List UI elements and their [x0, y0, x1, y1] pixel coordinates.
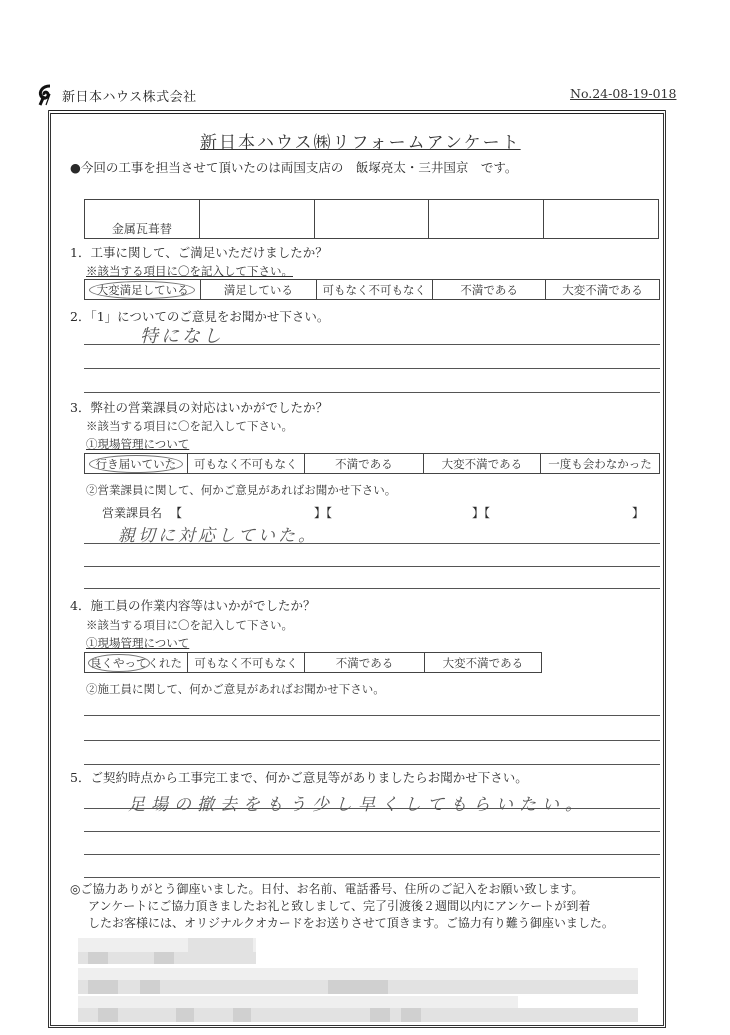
answer-line — [84, 831, 660, 832]
work-item-cell — [429, 200, 544, 239]
work-item-cell — [544, 200, 659, 239]
q1-question: 1．工事に関して、ご満足いただけましたか？ — [70, 245, 328, 260]
q3-sub1-label: ①現場管理について — [86, 437, 190, 451]
answer-line — [84, 566, 660, 567]
q3-option-never-met[interactable]: 一度も会わなかった — [540, 454, 659, 474]
q1-option-very-satisfied[interactable]: 大変満足している — [85, 280, 201, 300]
q4-option-dissatisfied[interactable]: 不満である — [305, 653, 424, 673]
q3-handwritten-answer: 親切に対応していた。 — [118, 526, 318, 546]
answer-line — [84, 392, 660, 393]
company-logo-icon — [36, 84, 58, 106]
answer-line — [84, 368, 660, 369]
q3-options — [84, 453, 660, 474]
q2-question: 2．「1」についてのご意見をお聞かせ下さい。 — [70, 309, 330, 324]
q4-option-good-work[interactable]: 良くやってくれた — [85, 653, 188, 673]
q1-option-dissatisfied[interactable]: 不満である — [433, 280, 546, 300]
q4-sub1-label: ①現場管理について — [86, 636, 190, 650]
q4-question: 4．施工員の作業内容等はいかがでしたか？ — [70, 598, 316, 613]
q4-option-very-dissatisfied[interactable]: 大変不満である — [424, 653, 541, 673]
q3-option-thorough[interactable]: 行き届いていた — [85, 454, 188, 474]
answer-line — [84, 877, 660, 878]
answer-line — [84, 588, 660, 589]
q4-option-neutral[interactable]: 可もなく不可もなく — [188, 653, 305, 673]
q3-instruction: ※該当する項目に〇を記入して下さい。 — [86, 419, 293, 433]
staff-name-label: 営業課員名 — [102, 506, 163, 520]
closing-line-3: したお客様には、オリジナルクオカードをお送りさせて頂きます。ご協力有り難う御座いました。 — [88, 916, 614, 930]
q3-option-very-dissatisfied[interactable]: 大変不満である — [423, 454, 540, 474]
survey-intro: ●今回の工事を担当させて頂いたのは両国支店の 飯塚亮太・三井国京 です。 — [70, 160, 518, 175]
q1-option-very-dissatisfied[interactable]: 大変不満である — [546, 280, 660, 300]
q4-instruction: ※該当する項目に〇を記入して下さい。 — [86, 618, 293, 632]
q5-question: 5．ご契約時点から工事完工まで、何かご意見等がありましたらお聞かせ下さい。 — [70, 770, 528, 785]
q1-options — [84, 279, 660, 300]
document-number: No.24-08-19-018 — [570, 86, 677, 101]
work-item-cell — [199, 200, 314, 239]
work-item-cell — [314, 200, 429, 239]
staff-name-row: 営業課員名 【 】【 】【 】 — [102, 506, 645, 520]
company-header — [36, 84, 197, 106]
company-name: 新日本ハウス株式会社 — [62, 89, 197, 105]
closing-line-1: ◎ご協力ありがとう御座いました。日付、お名前、電話番号、住所のご記入をお願い致します。 — [70, 882, 584, 896]
q1-instruction: ※該当する項目に〇を記入して下さい。 — [86, 264, 293, 278]
customer-info-redacted — [78, 938, 638, 1028]
work-item-cell: 金属瓦葺替 — [85, 200, 200, 239]
q3-sub2-label: ②営業課員に関して、何かご意見があればお聞かせ下さい。 — [86, 483, 397, 497]
q4-sub2-label: ②施工員に関して、何かご意見があればお聞かせ下さい。 — [86, 682, 385, 696]
q3-question: 3．弊社の営業課員の対応はいかがでしたか？ — [70, 400, 328, 415]
q2-handwritten-answer: 特になし — [140, 326, 224, 347]
answer-line — [84, 543, 660, 544]
q5-handwritten-answer: 足場の撤去をもう少し早くしてもらいたい。 — [128, 795, 588, 815]
work-items-table — [84, 199, 659, 239]
q3-option-dissatisfied[interactable]: 不満である — [304, 454, 423, 474]
closing-line-2: アンケートにご協力頂きましたお礼と致しまして、完了引渡後２週間以内にアンケートが到着 — [88, 899, 591, 913]
q1-option-neutral[interactable]: 可もなく不可もなく — [316, 280, 433, 300]
closing-message — [70, 881, 670, 932]
q1-option-satisfied[interactable]: 満足している — [201, 280, 316, 300]
answer-line — [84, 764, 660, 765]
q4-options — [84, 652, 542, 673]
answer-line — [84, 740, 660, 741]
answer-line — [84, 344, 660, 345]
answer-line — [84, 808, 660, 809]
answer-line — [84, 854, 660, 855]
survey-title: 新日本ハウス㈱リフォームアンケート — [200, 133, 521, 153]
q3-option-neutral[interactable]: 可もなく不可もなく — [187, 454, 304, 474]
answer-line — [84, 715, 660, 716]
